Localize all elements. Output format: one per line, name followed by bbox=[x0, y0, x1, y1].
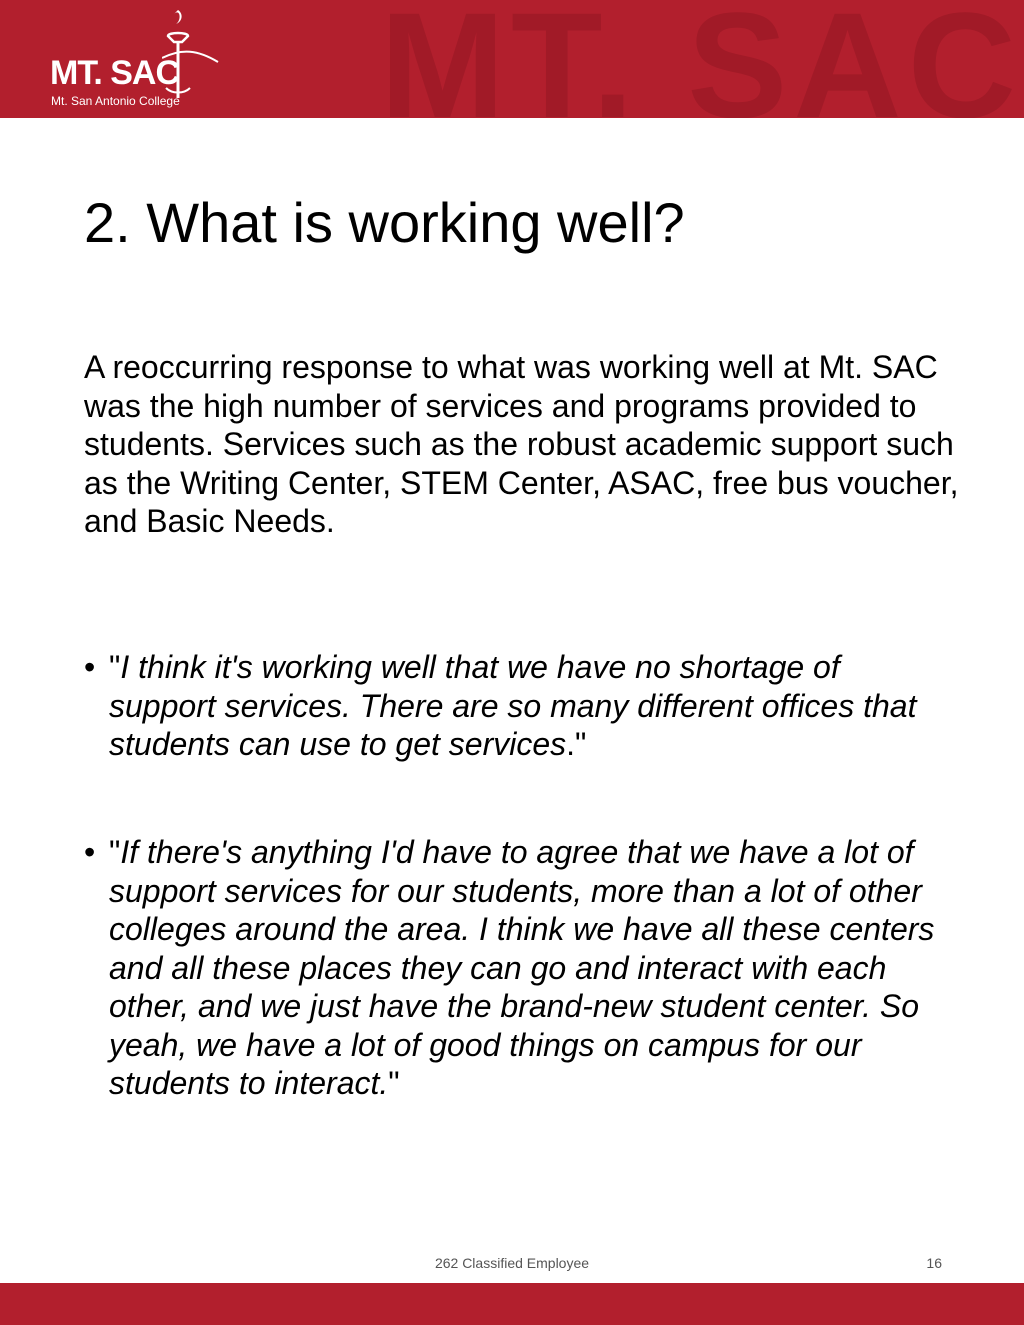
bullet-dot: • bbox=[84, 834, 96, 870]
bullet-dot: • bbox=[84, 649, 96, 685]
quote-text: If there's anything I'd have to agree that we have a lot of support services for our students, more than a lot of other colleges around the area. I think we have all these centers and all these places they can go and interact with each other, and we just have the brand-new student center. So yeah, we have a lot of good things on campus for our students to interact. bbox=[109, 834, 935, 1101]
summary-paragraph: A reoccurring response to what was working well at Mt. SAC was the high number of services and programs provided to students. Services such as the robust academic support such as the Writing Center, STEM Center, ASAC, free bus voucher, and Basic Needs. bbox=[84, 349, 959, 539]
slide-title: 2. What is working well? bbox=[84, 191, 685, 254]
footer-bar bbox=[0, 1283, 1024, 1325]
quote-close-mark: " bbox=[388, 1065, 400, 1101]
quote-close-mark: ." bbox=[566, 726, 587, 762]
quote-bullet bbox=[84, 648, 954, 764]
quote-text-block bbox=[109, 648, 954, 764]
quote-open-mark: " bbox=[109, 649, 121, 685]
header-banner bbox=[0, 0, 1024, 118]
logo-subtitle: Mt. San Antonio College bbox=[51, 94, 180, 108]
quote-bullet bbox=[84, 833, 954, 1103]
page-number: 16 bbox=[926, 1255, 942, 1271]
quote-text-block bbox=[109, 833, 954, 1103]
quote-text: I think it's working well that we have no shortage of support services. There are so many different offices that students can use to get services bbox=[109, 649, 917, 762]
college-logo bbox=[50, 8, 220, 112]
footer-label: 262 Classified Employee bbox=[434, 1255, 590, 1271]
header-watermark: MT. SAC bbox=[380, 0, 1022, 118]
logo-wordmark: MT. SAC bbox=[50, 54, 179, 92]
quote-open-mark: " bbox=[109, 834, 121, 870]
